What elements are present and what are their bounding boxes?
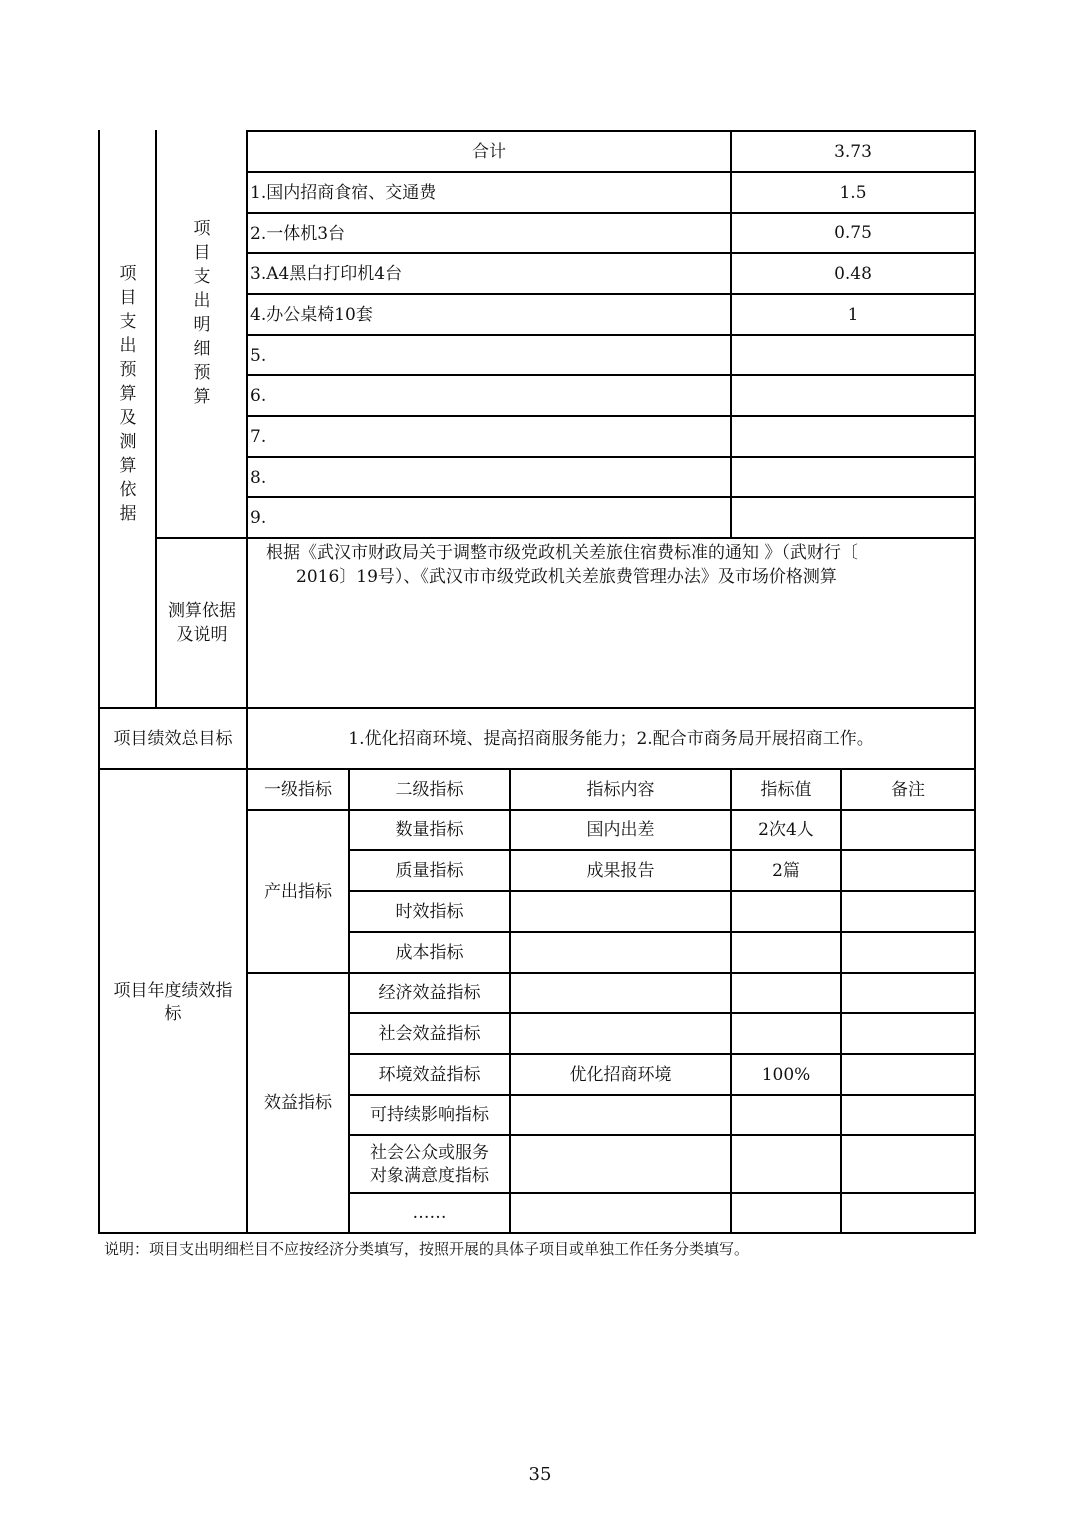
item-value: 1: [847, 304, 859, 325]
benefit-value: 100%: [761, 1064, 811, 1085]
basis-label-line1: 测算依据: [168, 601, 236, 621]
item-value: 0.75: [834, 223, 872, 243]
grid-line: [840, 768, 842, 1234]
item-value: [732, 417, 974, 456]
item-value: [732, 458, 974, 496]
item-value: 1.5: [839, 182, 867, 203]
item-name: 8.: [250, 468, 267, 488]
item-value: [732, 376, 974, 415]
benefit-value: [732, 1014, 840, 1053]
header-remark: 备注: [891, 779, 925, 800]
basis-text-line2: 2016〕19号）、《武汉市市级党政机关差旅费管理办法》及市场价格测算: [296, 567, 837, 587]
output-content: [511, 892, 730, 931]
benefit-level2: ……: [412, 1203, 447, 1223]
benefit-content: [511, 1014, 730, 1053]
header-level1: 一级指标: [264, 779, 332, 800]
output-content: [511, 933, 730, 972]
benefit-level2: 环境效益指标: [378, 1064, 481, 1085]
basis-text-line1: 根据《武汉市财政局关于调整市级党政机关差旅住宿费标准的通知 》（武财行〔: [266, 543, 858, 563]
benefit-value: [732, 1194, 840, 1232]
output-value: [732, 933, 840, 972]
section-label-detail: 项目支出明细预算: [193, 219, 211, 407]
item-value: 0.48: [834, 263, 872, 284]
section-label-budget: 项目支出预算及测算依据: [119, 264, 137, 524]
output-level2: 质量指标: [395, 860, 464, 881]
footnote: 说明：项目支出明细栏目不应按经济分类填写，按照开展的具体子项目或单独工作任务分类填写。: [104, 1240, 750, 1258]
total-label: 合计: [472, 141, 506, 162]
group-output: 产出指标: [264, 881, 332, 902]
benefit-content: [511, 974, 730, 1012]
indicators-label-line1: 项目年度绩效指: [113, 981, 233, 1001]
basis-label-line2: 及说明: [176, 625, 228, 645]
benefit-level2: 社会效益指标: [378, 1023, 481, 1044]
output-level2: 时效指标: [395, 901, 464, 922]
total-value: 3.73: [834, 141, 872, 162]
benefit-level2-line1: 社会公众或服务: [370, 1143, 489, 1163]
item-name: 1.国内招商食宿、交通费: [250, 183, 437, 203]
header-content: 指标内容: [586, 779, 655, 800]
header-level2: 二级指标: [395, 779, 464, 800]
item-name: 6.: [250, 386, 267, 406]
grid-line: [98, 130, 100, 1234]
benefit-content: 优化招商环境: [569, 1064, 672, 1085]
grid-line: [155, 537, 976, 539]
benefit-level2: 经济效益指标: [378, 983, 481, 1003]
item-value: [732, 336, 974, 374]
item-name: 5.: [250, 346, 267, 366]
benefit-value: [732, 974, 840, 1012]
goal-label: 项目绩效总目标: [113, 728, 233, 749]
item-name: 7.: [250, 427, 267, 447]
output-value: 2篇: [772, 860, 800, 881]
benefit-content: [511, 1194, 730, 1232]
benefit-value: [732, 1136, 840, 1192]
indicators-label-line2: 标: [164, 1004, 182, 1024]
item-value: [732, 498, 974, 537]
output-level2: 数量指标: [395, 820, 464, 840]
benefit-content: [511, 1096, 730, 1134]
header-value: 指标值: [760, 779, 812, 800]
item-name: 2.一体机3台: [250, 224, 346, 244]
item-name: 4.办公桌椅10套: [250, 305, 373, 325]
benefit-level2-line2: 对象满意度指标: [370, 1166, 489, 1186]
benefit-value: [732, 1096, 840, 1134]
benefit-content: [511, 1136, 730, 1192]
item-name: 9.: [250, 508, 267, 528]
item-name: 3.A4黑白打印机4台: [250, 264, 403, 284]
grid-line: [974, 130, 976, 1234]
page-number: 35: [528, 1464, 552, 1485]
benefit-level2: 可持续影响指标: [370, 1105, 489, 1125]
grid-line: [98, 1232, 976, 1234]
output-value: [732, 892, 840, 931]
output-level2: 成本指标: [395, 942, 464, 963]
grid-line: [155, 130, 157, 709]
output-value: 2次4人: [758, 820, 814, 840]
output-content: 成果报告: [586, 860, 655, 881]
goal-text: 1.优化招商环境、提高招商服务能力；2.配合市商务局开展招商工作。: [348, 728, 874, 749]
group-benefit: 效益指标: [264, 1093, 332, 1113]
output-content: 国内出差: [586, 820, 655, 840]
